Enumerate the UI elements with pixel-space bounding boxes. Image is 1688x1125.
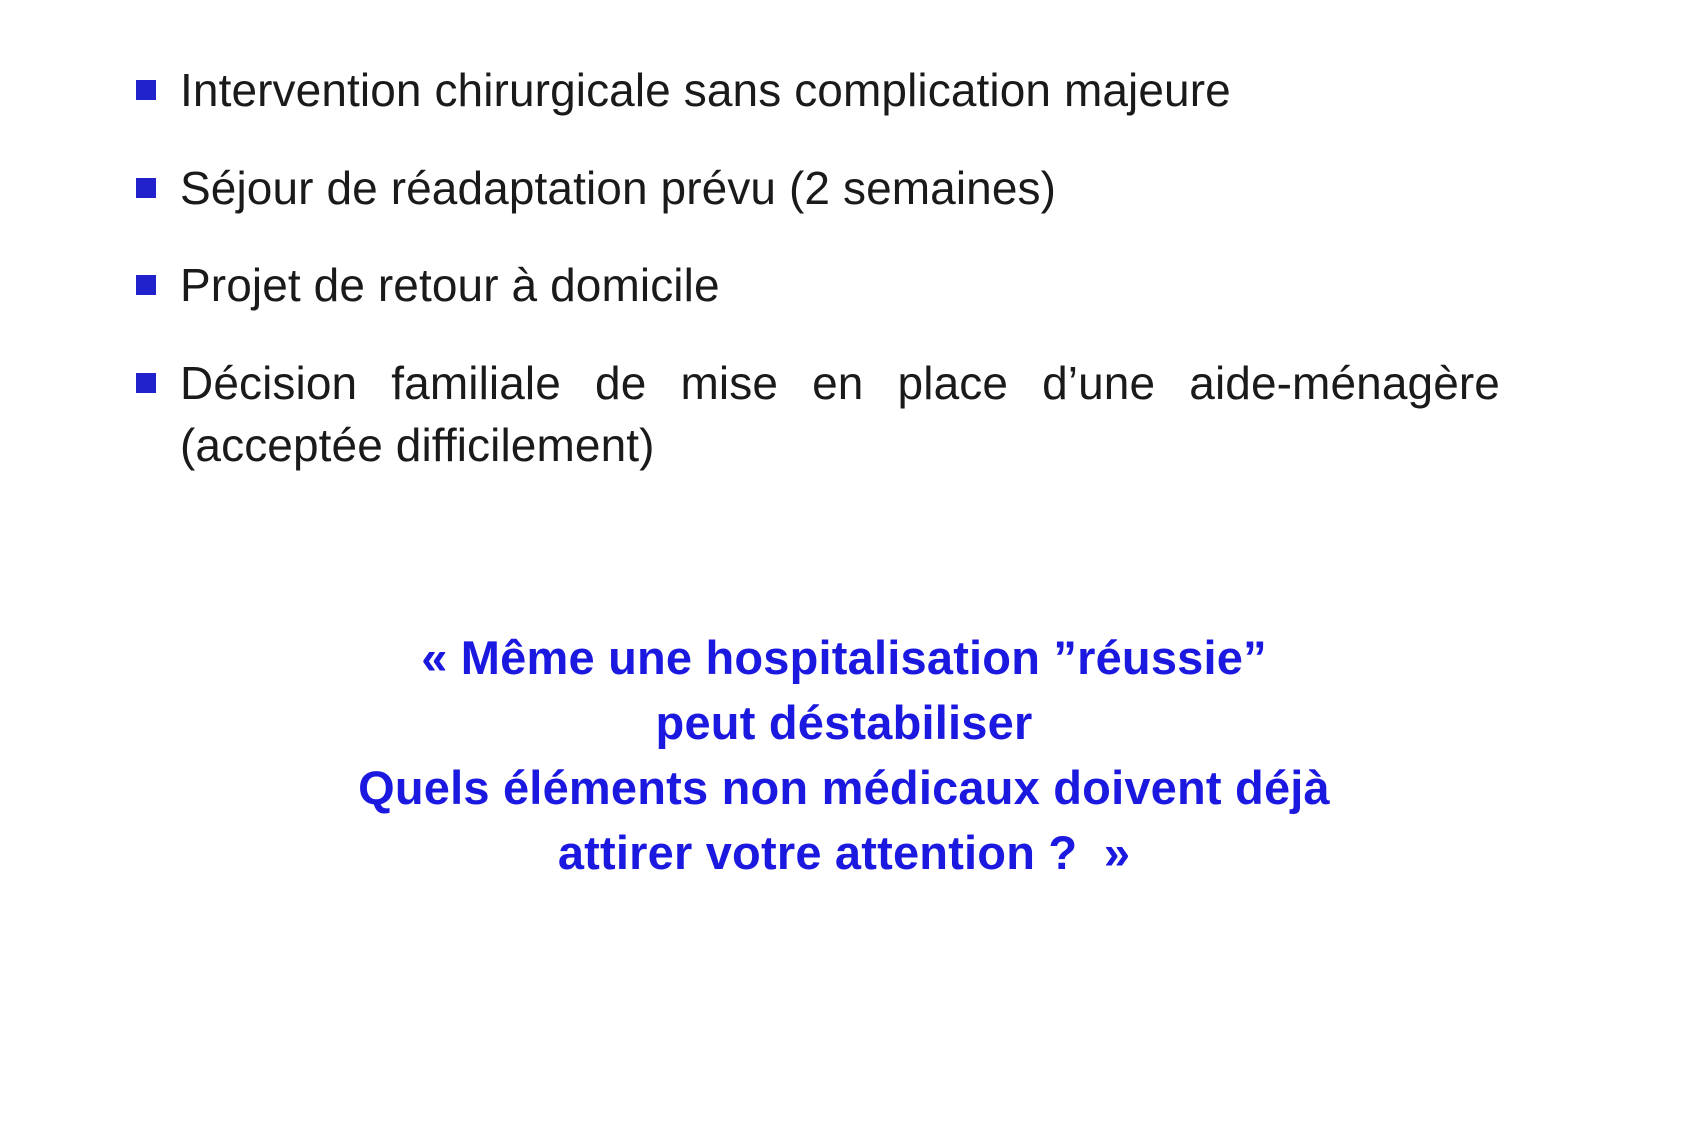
quote-line: attirer votre attention ? » [557, 825, 1131, 879]
list-item [70, 158, 1618, 220]
square-bullet-icon [136, 80, 156, 100]
list-item-label: Décision familiale de mise en place d’une aide-ménagère (acceptée difficilement) [180, 356, 1500, 471]
list-item-label: Séjour de réadaptation prévu (2 semaines) [180, 161, 1057, 214]
quote-line: Quels éléments non médicaux doivent déjà [358, 760, 1330, 814]
list-item-label: Intervention chirurgicale sans complication majeure [180, 64, 1231, 116]
square-bullet-icon [136, 275, 156, 295]
square-bullet-icon [136, 373, 156, 393]
highlighted-quote [70, 626, 1618, 885]
quote-line: « Même une hospitalisation ”réussie” [421, 631, 1267, 685]
list-item [70, 255, 1618, 317]
quote-line: peut déstabiliser [655, 695, 1033, 749]
list-item-label: Projet de retour à domicile [180, 259, 720, 312]
list-item [70, 60, 1618, 122]
list-item [70, 353, 1618, 476]
bullet-list [70, 60, 1618, 476]
square-bullet-icon [136, 178, 156, 198]
